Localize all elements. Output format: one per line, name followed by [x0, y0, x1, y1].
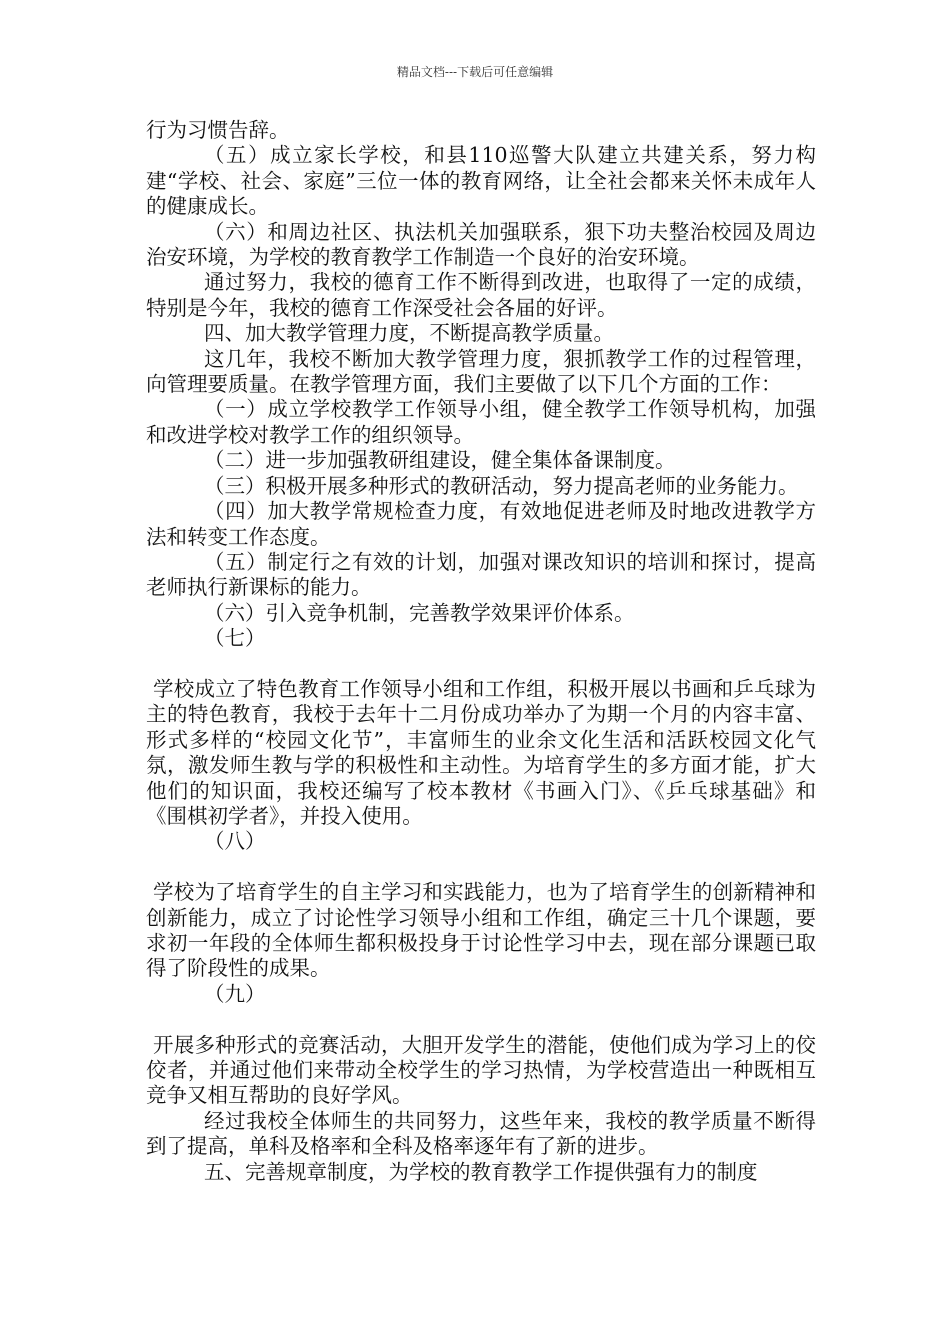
page-header: 精品文档---下载后可任意编辑: [396, 65, 554, 79]
list-item-1: （一）成立学校教学工作领导小组，健全教学工作领导机构，加强和改进学校对教学工作的组织领导。: [146, 397, 816, 447]
paragraph-4: 通过努力，我校的德育工作不断得到改进，也取得了一定的成绩，特别是今年，我校的德育工作深受社会各届的好评。: [146, 270, 816, 320]
list-item-5: （五）制定行之有效的计划，加强对课改知识的培训和探讨，提高老师执行新课标的能力。: [146, 549, 816, 600]
paragraph-6: 这几年，我校不断加大教学管理力度，狠抓教学工作的过程管理，向管理要质量。在教学管理方面，我们主要做了以下几个方面的工作：: [146, 346, 816, 397]
paragraph-3: （六）和周边社区、执法机关加强联系，狠下功夫整治校园及周边治安环境，为学校的教育教学工作制造一个良好的治安环境。: [146, 219, 816, 270]
list-item-2: （二）进一步加强教研组建设，健全集体备课制度。: [204, 448, 676, 473]
list-item-8: （八）: [204, 829, 266, 854]
section-heading-4: 四、加大教学管理力度，不断提高教学质量。: [204, 321, 614, 346]
blank-line: [146, 1007, 816, 1032]
section-heading-5: 五、完善规章制度，为学校的教育教学工作提供强有力的制度: [204, 1159, 758, 1184]
document-body: [146, 118, 816, 1185]
paragraph-1: 行为习惯告辞。: [146, 118, 290, 142]
list-item-6: （六）引入竞争机制，完善教学效果评价体系。: [204, 600, 635, 625]
list-item-4: （四）加大教学常规检查力度，有效地促进老师及时地改进教学方法和转变工作态度。: [146, 499, 816, 549]
paragraph-competitions: 开展多种形式的竞赛活动，大胆开发学生的潜能，使他们成为学习上的佼佼者，并通过他们来带动全校学生的学习热情，为学校营造出一种既相互竞争又相互帮助的良好学风。: [146, 1032, 816, 1108]
list-item-3: （三）积极开展多种形式的教研活动，努力提高老师的业务能力。: [204, 473, 799, 498]
paragraph-special-education: 学校成立了特色教育工作领导小组和工作组，积极开展以书画和乒乓球为主的特色教育，我校于去年十二月份成功举办了为期一个月的内容丰富、形式多样的“校园文化节”，丰富师生的业余文化生活和活跃校园文化气氛，激发师生教与学的积极性和主动性。为培育学生的多方面才能，扩大他们的知识面，我校还编写了校本教材《书画入门》、《乒乓球基础》和《围棋初学者》，并投入使用。: [146, 676, 816, 828]
list-item-7: （七）: [204, 626, 266, 651]
blank-line: [146, 855, 816, 880]
paragraph-research-learning: 学校为了培育学生的自主学习和实践能力，也为了培育学生的创新精神和创新能力，成立了讨论性学习领导小组和工作组，确定三十几个课题，要求初一年段的全体师生都积极投身于讨论性学习中去，现在部分课题已取得了阶段性的成果。: [146, 880, 816, 981]
paragraph-2: （五）成立家长学校，和县110巡警大队建立共建关系，努力构建“学校、社会、家庭”三位一体的教育网络，让全社会都来关怀未成年人的健康成长。: [146, 143, 816, 219]
blank-line: [146, 652, 816, 677]
paragraph-results: 经过我校全体师生的共同努力，这些年来，我校的教学质量不断得到了提高，单科及格率和全科及格率逐年有了新的进步。: [146, 1108, 816, 1159]
list-item-9: （九）: [204, 981, 266, 1006]
